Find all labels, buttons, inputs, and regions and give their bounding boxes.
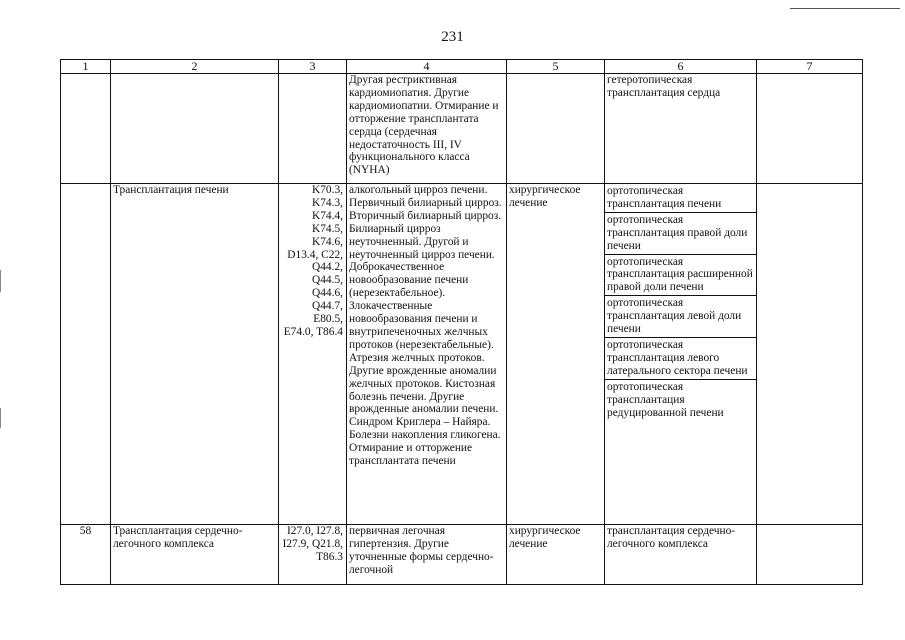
row-number-cell: 58 — [61, 525, 111, 585]
method-item: трансплантация сердечно-легочного комплекса — [607, 525, 736, 550]
method-item: ортотопическая трансплантация расширенной правой доли печени — [605, 255, 756, 297]
table-row — [61, 525, 863, 585]
diagnosis-cell: Другая рестриктивная кардиомиопатия. Другие кардиомиопатии. Отмирание и отторжение трансплантата сердца (сердечная недостаточность III, IV функционального класса (NYHA) — [347, 74, 507, 184]
icd-codes-text: K70.3, K74.3, K74.4, K74.5, K74.6, D13.4, C22, Q44.2, Q44.5, Q44.6, Q44.7, E80.5, E74.0, T86.4 — [283, 184, 343, 338]
diagnosis-cell: алкогольный цирроз печени. Первичный билиарный цирроз. Вторичный билиарный цирроз. Билиарный цирроз неуточненный. Другой и неуточненный цирроз печени. Доброкачественное новообразование печени (нерезектабельное). Злокачественные новообразования печени и внутрипеченочных желчных протоков (нерезектабельные). Атрезия желчных протоков. Другие врожденные аномалии желчных протоков. Кистозная болезнь печени. Другие врожденные аномалии печени. Синдром Криглера – Найяра. Болезни накопления гликогена. Отмирание и отторжение трансплантата печени — [347, 184, 507, 525]
header-cell: 7 — [757, 60, 863, 74]
procedures-table — [60, 59, 863, 585]
header-cell: 1 — [61, 60, 111, 74]
treatment-cell: хирургическое лечение — [507, 525, 605, 585]
header-cell: 4 — [347, 60, 507, 74]
procedure-name-cell: Трансплантация сердечно-легочного комплекса — [111, 525, 279, 585]
method-cell — [605, 525, 757, 585]
header-rule — [790, 8, 900, 9]
scan-edge-mark — [0, 270, 1, 292]
method-item: гетеротопическая трансплантация сердца — [607, 74, 721, 99]
method-item: ортотопическая трансплантация левой доли печени — [605, 296, 756, 338]
icd-codes-cell — [279, 74, 347, 184]
icd-codes-cell: I27.0, I27.8, I27.9, Q21.8, T86.3 — [279, 525, 347, 585]
method-cell — [605, 184, 757, 525]
treatment-cell — [507, 74, 605, 184]
method-item: ортотопическая трансплантация правой доли печени — [605, 213, 756, 255]
table-header-row — [61, 60, 863, 74]
icd-codes-cell — [279, 184, 347, 525]
procedure-name-cell — [111, 74, 279, 184]
method-cell — [605, 74, 757, 184]
table-row — [61, 74, 863, 184]
col7-cell — [757, 74, 863, 184]
scan-edge-mark — [0, 408, 1, 428]
header-cell: 5 — [507, 60, 605, 74]
procedure-name-cell: Трансплантация печени — [111, 184, 279, 525]
col7-cell — [757, 525, 863, 585]
method-item: ортотопическая трансплантация левого латерального сектора печени — [605, 338, 756, 380]
header-cell: 2 — [111, 60, 279, 74]
diagnosis-cell: первичная легочная гипертензия. Другие уточненные формы сердечно-легочной — [347, 525, 507, 585]
method-item: ортотопическая трансплантация редуцированной печени — [607, 380, 724, 419]
method-item: ортотопическая трансплантация печени — [605, 184, 756, 213]
table-row — [61, 184, 863, 525]
row-number-cell — [61, 184, 111, 525]
treatment-cell: хирургическое лечение — [507, 184, 605, 525]
row-number-cell — [61, 74, 111, 184]
col7-cell — [757, 184, 863, 525]
header-cell: 3 — [279, 60, 347, 74]
header-cell: 6 — [605, 60, 757, 74]
page-number: 231 — [441, 29, 464, 45]
